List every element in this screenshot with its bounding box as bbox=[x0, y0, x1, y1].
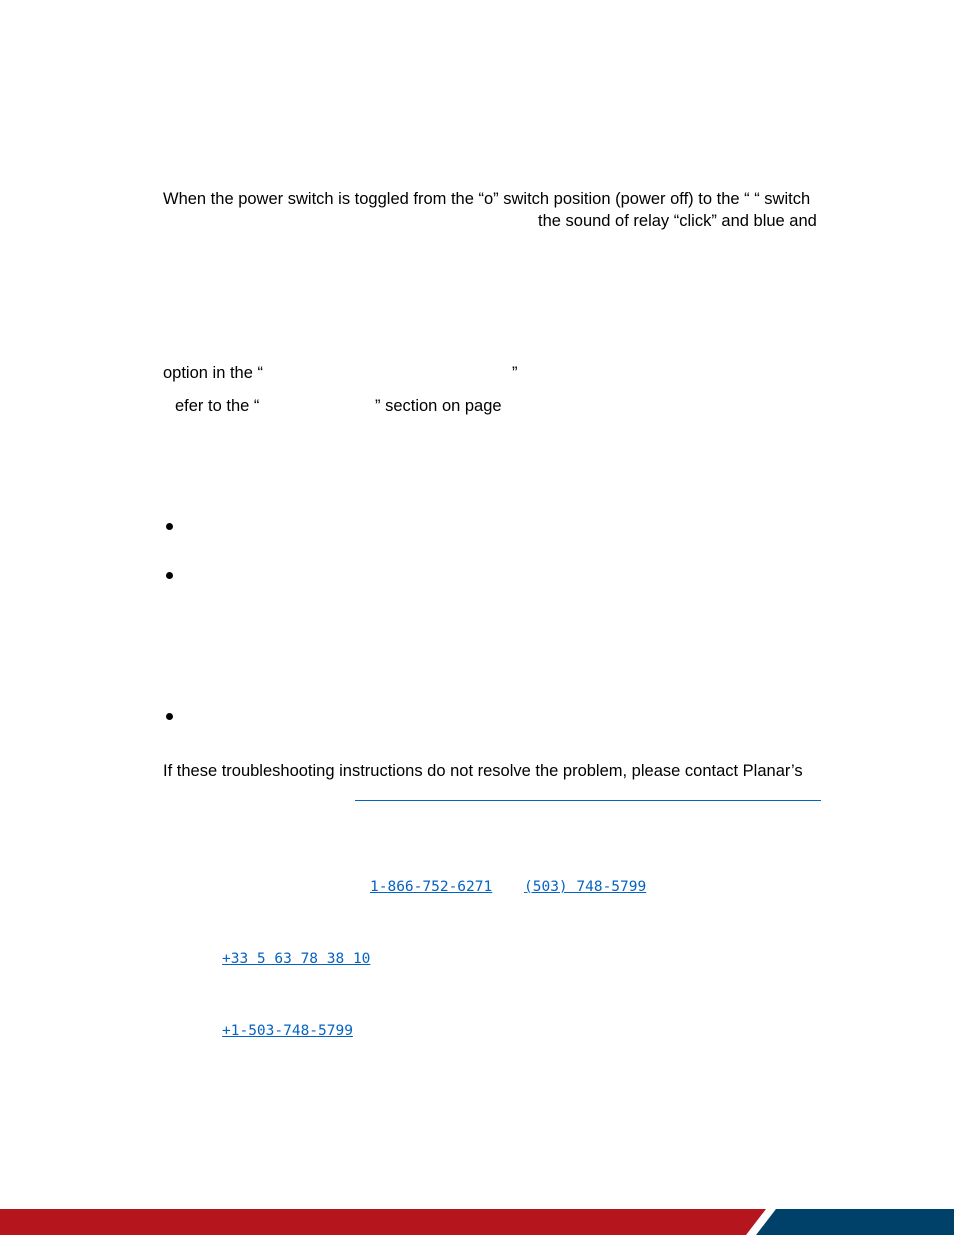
footer-red-band bbox=[0, 1209, 766, 1235]
bullet-2 bbox=[166, 572, 173, 579]
contact-link-underline bbox=[355, 800, 821, 801]
power-switch-paragraph-line-2: the sound of relay “click” and blue and bbox=[538, 212, 817, 230]
footer-navy-band bbox=[756, 1209, 954, 1235]
phone-link-direct[interactable]: (503) 748-5799 bbox=[524, 879, 647, 895]
refer-text-prefix: efer to the “ bbox=[175, 397, 260, 415]
power-switch-paragraph-line-1: When the power switch is toggled from the “o” switch position (power off) to the “ “ switch bbox=[163, 190, 811, 208]
phone-link-toll-free[interactable]: 1-866-752-6271 bbox=[370, 879, 493, 895]
phone-link-europe[interactable]: +33 5 63 78 38 10 bbox=[222, 951, 371, 967]
refer-text-suffix: ” section on page bbox=[375, 397, 502, 415]
footer-banner bbox=[0, 1209, 954, 1235]
contact-paragraph: If these troubleshooting instructions do not resolve the problem, please contact Planar’s bbox=[163, 762, 803, 780]
phone-link-international[interactable]: +1-503-748-5799 bbox=[222, 1023, 353, 1039]
option-text-suffix: ” bbox=[512, 364, 518, 382]
bullet-3 bbox=[166, 713, 173, 720]
option-text-prefix: option in the “ bbox=[163, 364, 263, 382]
bullet-1 bbox=[166, 523, 173, 530]
